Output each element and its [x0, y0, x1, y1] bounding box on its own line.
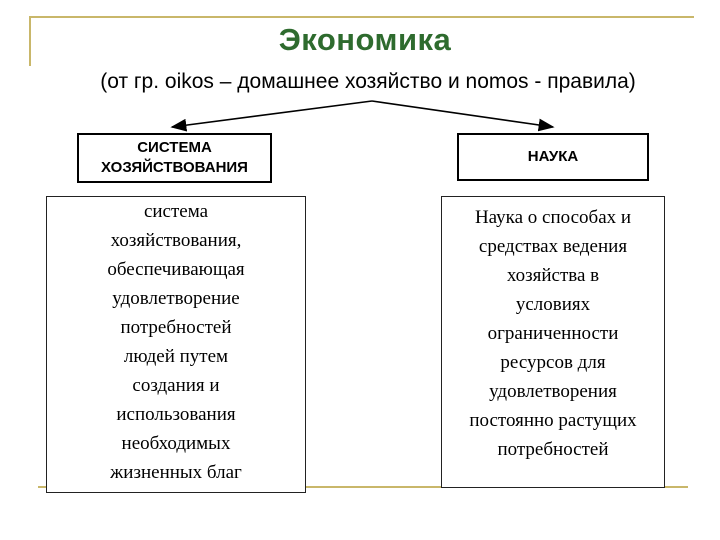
definition-line: создания и [132, 375, 220, 396]
right-definition-box [441, 196, 665, 488]
definition-line: необходимых [121, 433, 231, 454]
definition-line: средствах ведения [478, 236, 628, 257]
definition-line: обеспечивающая [107, 259, 245, 280]
arrow-left [172, 101, 372, 127]
definition-line: ограниченности [487, 323, 619, 344]
left-heading-box [77, 133, 272, 183]
definition-line: постоянно растущих [469, 410, 637, 431]
definition-line: потребностей [497, 439, 609, 460]
definition-line: удовлетворение [112, 288, 240, 309]
definition-line: хозяйства в [506, 265, 600, 286]
left-heading-line: ХОЗЯЙСТВОВАНИЯ [101, 159, 248, 176]
definition-line: удовлетворения [489, 381, 617, 402]
left-definition-box [46, 196, 306, 493]
definition-line: условиях [515, 294, 591, 315]
definition-line: хозяйствования, [110, 230, 242, 251]
definition-line: система [143, 201, 209, 222]
definition-line: использования [116, 404, 236, 425]
definition-line: потребностей [120, 317, 232, 338]
right-heading-box [457, 133, 649, 181]
right-heading-text: НАУКА [527, 148, 579, 165]
left-heading-line: СИСТЕМА [137, 139, 212, 156]
definition-line: жизненных благ [110, 462, 242, 483]
definition-line: ресурсов для [500, 352, 606, 373]
definition-line: Наука о способах и [474, 207, 632, 228]
page-title: Экономика [278, 22, 452, 57]
page-subtitle: (от гр. oikos – домашнее хозяйство и nomos - правила) [100, 70, 636, 93]
definition-line: людей путем [123, 346, 229, 367]
arrow-right [372, 101, 553, 127]
